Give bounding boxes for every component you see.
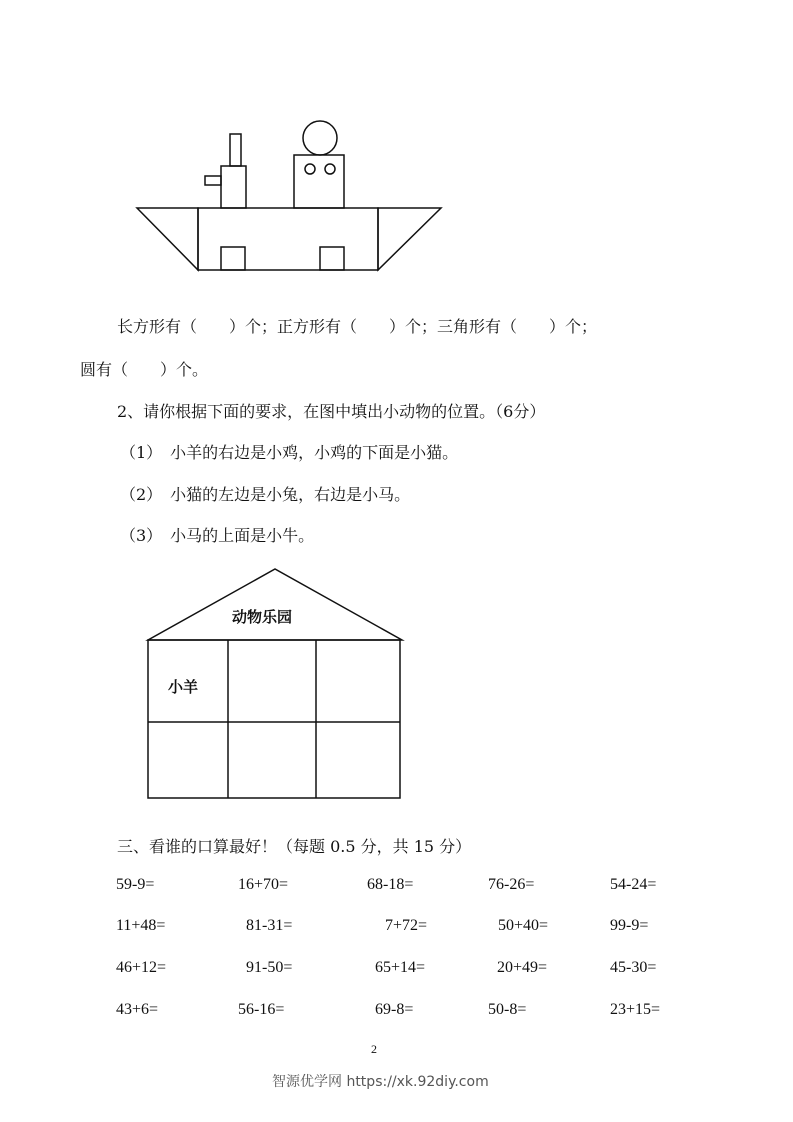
chimney-side — [205, 176, 221, 185]
math-r2-c4: 50+40= — [498, 917, 549, 934]
math-r1-c4: 76-26= — [488, 876, 535, 893]
math-r1-c3: 68-18= — [367, 876, 414, 893]
q2-title: 2、请你根据下面的要求，在图中填出小动物的位置。（6分） — [117, 402, 546, 421]
hull-left-triangle — [137, 208, 198, 270]
math-r4-c5: 23+15= — [610, 1001, 661, 1018]
cabin-square — [294, 155, 344, 208]
math-r4-c3: 69-8= — [375, 1001, 414, 1018]
hull-window-right — [320, 247, 344, 270]
math-r4-c1: 43+6= — [116, 1001, 159, 1018]
math-r1-c2: 16+70= — [238, 876, 289, 893]
top-circle — [303, 121, 337, 155]
shape-count-line-2: 圆有（ ）个。 — [80, 360, 209, 379]
math-r3-c3: 65+14= — [375, 959, 426, 976]
math-r2-c1: 11+48= — [116, 917, 166, 934]
math-r1-c1: 59-9= — [116, 876, 155, 893]
shape-count-line-1: 长方形有（ ）个；正方形有（ ）个；三角形有（ ）个； — [117, 317, 598, 336]
section3-title: 三、看谁的口算最好！（每题 0.5 分，共 15 分） — [117, 837, 472, 856]
house-cell-label-sheep: 小羊 — [168, 678, 199, 696]
math-r2-c5: 99-9= — [610, 917, 649, 934]
math-r3-c4: 20+49= — [497, 959, 548, 976]
page-number: 2 — [371, 1042, 377, 1056]
q2-item-3: （3） 小马的上面是小牛。 — [120, 526, 315, 545]
math-r2-c2: 81-31= — [246, 917, 293, 934]
footer-watermark: 智源优学网 https://xk.92diy.com — [272, 1074, 489, 1090]
math-r4-c4: 50-8= — [488, 1001, 527, 1018]
cabin-porthole-right — [325, 164, 335, 174]
math-r1-c5: 54-24= — [610, 876, 657, 893]
math-r4-c2: 56-16= — [238, 1001, 285, 1018]
hull-right-triangle — [378, 208, 441, 270]
q2-item-2: （2） 小猫的左边是小兔，右边是小马。 — [120, 485, 411, 504]
hull-rectangle — [198, 208, 378, 270]
cabin-porthole-left — [305, 164, 315, 174]
chimney-top — [230, 134, 241, 166]
q2-item-1: （1） 小羊的右边是小鸡，小鸡的下面是小猫。 — [120, 443, 459, 462]
house-grid — [148, 640, 400, 798]
house-roof-label: 动物乐园 — [232, 608, 293, 626]
math-r3-c2: 91-50= — [246, 959, 293, 976]
hull-window-left — [221, 247, 245, 270]
math-r3-c5: 45-30= — [610, 959, 657, 976]
math-r2-c3: 7+72= — [385, 917, 428, 934]
house-roof — [148, 569, 402, 640]
chimney-base — [221, 166, 246, 208]
math-r3-c1: 46+12= — [116, 959, 167, 976]
